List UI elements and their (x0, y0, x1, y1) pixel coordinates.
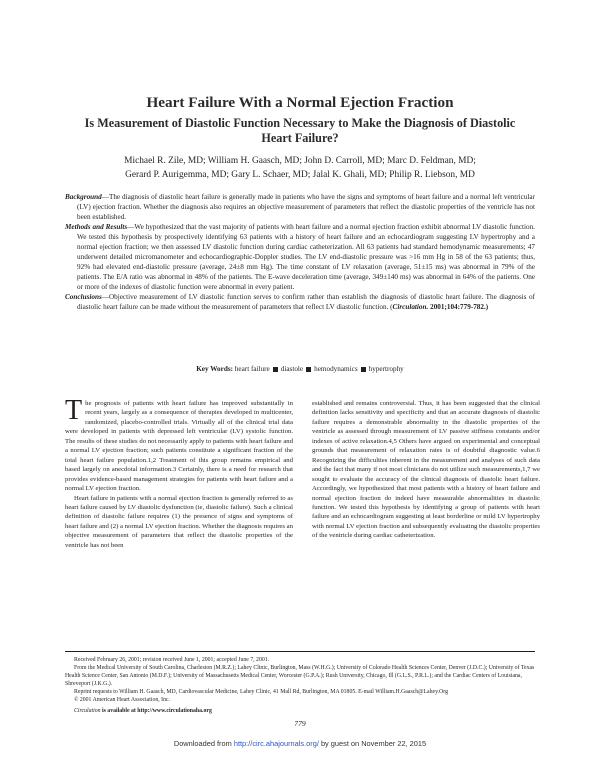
square-bullet-icon (273, 367, 278, 372)
body-column-left (65, 395, 293, 550)
availability-journal: Circulation (74, 708, 101, 714)
download-suffix: by guest on November 22, 2015 (318, 739, 427, 748)
background-label: Background (65, 193, 102, 201)
abstract (65, 193, 535, 313)
conclusions-text: —Objective measurement of LV diastolic function serves to confirm rather than establish the diagnosis of diastolic heart failure. The diagnosis of diastolic heart failure can be made without the measurement of parameters that reflect LV diastolic function. ( (77, 293, 535, 311)
availability (65, 707, 535, 715)
paragraph-text: he prognosis of patients with heart failure has improved substantially in recent years, largely as a consequence of therapies developed in multicenter, randomized, placebo-controlled trials. Virtually all of the clinical trial data were developed in patients with depressed left ventricular (LV) systolic function. The results of these studies do not necessarily apply to patients with heart failure and a normal LV ejection fraction; such patients constitute a significant fraction of the total heart failure population.1,2 Treatment of this group remains empirical and based largely on anecdotal information.3 Certainly, there is a need for research that provides evidence-based management strategies for patients with heart failure and a normal LV ejection fraction. (65, 400, 293, 493)
key-words-label: Key Words: (196, 365, 234, 373)
download-prefix: Downloaded from (173, 739, 234, 748)
abstract-background (65, 193, 535, 223)
methods-text: —We hypothesized that the vast majority of patients with heart failure and a normal ejection fraction exhibit abnormal LV diastolic function. We tested this hypothesis by prospectively identifying 63 patients with a history of heart failure and an echocardiogram suggesting LV hypertrophy and a normal ejection fraction; we then assessed LV diastolic function during cardiac catheterization. All 63 patients had standard hemodynamic measurements; 47 underwent detailed micromanometer and echocardiographic-Doppler studies. The LV end-diastolic pressure was >16 mm Hg in 58 of the 63 patients; thus, 92% had elevated end-diastolic pressure (average, 24±8 mm Hg). The time constant of LV relaxation (average, 51±15 ms) was abnormal in 79% of the patients. The E/A ratio was abnormal in 48% of the patients. The E-wave deceleration time (average, 349±140 ms) was abnormal in 64% of the patients. One or more of the indexes of diastolic function were abnormal in every patient. (77, 223, 535, 291)
page-number: 779 (294, 719, 306, 728)
availability-text: is available at http://www.circulationaha.org (100, 708, 212, 714)
square-bullet-icon (361, 367, 366, 372)
reprint-requests: Reprint requests to William H. Gaasch, MD, Cardiovascular Medicine, Lahey Clinic, 41 Mall Rd, Burlington, MA 01805. E-mail William.H.Gaasch@Lahey.Org (74, 689, 448, 695)
keyword: heart failure (234, 365, 270, 373)
body-column-right (312, 399, 540, 541)
authors-line-2: Gerard P. Aurigemma, MD; Gary L. Schaer, MD; Jalal K. Ghali, MD; Philip R. Liebson, MD (125, 169, 475, 180)
body-paragraph: Heart failure in patients with a normal ejection fraction is generally referred to as heart failure caused by LV diastolic dysfunction (ie, diastolic failure). Such a clinical definition of diastolic failure requires (1) the presence of signs and symptoms of heart failure and (2) a normal LV ejection fraction. Whether the diagnosis requires an objective measurement of parameters that reflect the diastolic properties of the ventricle has not been (65, 494, 293, 549)
authors-line-1: Michael R. Zile, MD; William H. Gaasch, MD; John D. Carroll, MD; Marc D. Feldman, MD; (124, 156, 476, 166)
square-bullet-icon (306, 367, 311, 372)
download-notice (0, 739, 600, 748)
copyright: © 2001 American Heart Association, Inc. (74, 697, 171, 703)
footnotes (65, 651, 535, 715)
article-title: Heart Failure With a Normal Ejection Fraction (146, 94, 454, 111)
body-paragraph: established and remains controversial. Thus, it has been suggested that the clinical definition lacks sensitivity and specificity and that an accurate diagnosis of diastolic failure requires a demonstrable abnormality in the diastolic properties of the ventricle as assessed through measurement of LV passive stiffness constants and/or indexes of active relaxation.4,5 Others have argued on experimental and conceptual grounds that measurement of relaxation rates is of doubtful diagnostic value.6 Recognizing the difficulties inherent in the measurement and analyses of such data and the fact that many if not most clinicians do not utilize such measurements,1,7 we sought to evaluate the accuracy of the clinical diagnosis of diastolic heart failure. Accordingly, we hypothesized that most patients with a history of heart failure and normal ejection fraction do indeed have measurable abnormalities in diastolic function. We tested this hypothesis by identifying a group of patients with heart failure and an echocardiogram suggesting at least borderline or mild LV hypertrophy with normal LV ejection fraction and subsequently evaluating the diastolic properties of the ventricle during cardiac catheterization. (312, 400, 540, 540)
abstract-methods (65, 223, 535, 292)
journal-link[interactable]: http://circ.ahajournals.org/ (233, 739, 319, 748)
citation (393, 303, 489, 311)
background-text: —The diagnosis of diastolic heart failure is generally made in patients who have the signs and symptoms of heart failure and a normal left ventricular (LV) ejection fraction. Whether the diagnosis also requires an objective measurement of parameters that reflect the diastolic properties of the ventricle has not been established. (77, 193, 535, 221)
citation-journal: Circulation. (392, 302, 429, 311)
conclusions-label: Conclusions (65, 293, 102, 302)
drop-cap: T (65, 395, 83, 426)
abstract-conclusions (65, 293, 535, 313)
citation-ref: 2001;104:779-782.) (428, 302, 489, 311)
key-words (0, 365, 600, 373)
body-paragraph (65, 395, 293, 494)
received-dates: Received February 26, 2001; revision received June 1, 2001; accepted June 7, 2001. (74, 657, 270, 663)
keyword: hemodynamics (314, 365, 358, 373)
methods-label: Methods and Results (65, 223, 128, 232)
keyword: hypertrophy (368, 365, 404, 373)
keyword: diastole (280, 365, 304, 373)
affiliations: From the Medical University of South Carolina, Charleston (M.R.Z.); Lahey Clinic, Burlington, Mass (W.H.G.); University of Colorado Health Sciences Center, Denver (J.D.C.); University of Texas Health Science Center, San Antonio (M.D.F.); University of Massachusetts Medical Center, Worcester (G.P.A.); Rush University, Chicago, Ill (G.L.S., P.R.L.); and the Cardiac Centers of Louisiana, Shreveport (J.K.G.). (65, 665, 535, 687)
article-subtitle: Is Measurement of Diastolic Function Necessary to Make the Diagnosis of Diastolic Heart Failure? (84, 116, 516, 145)
author-list (60, 155, 540, 182)
